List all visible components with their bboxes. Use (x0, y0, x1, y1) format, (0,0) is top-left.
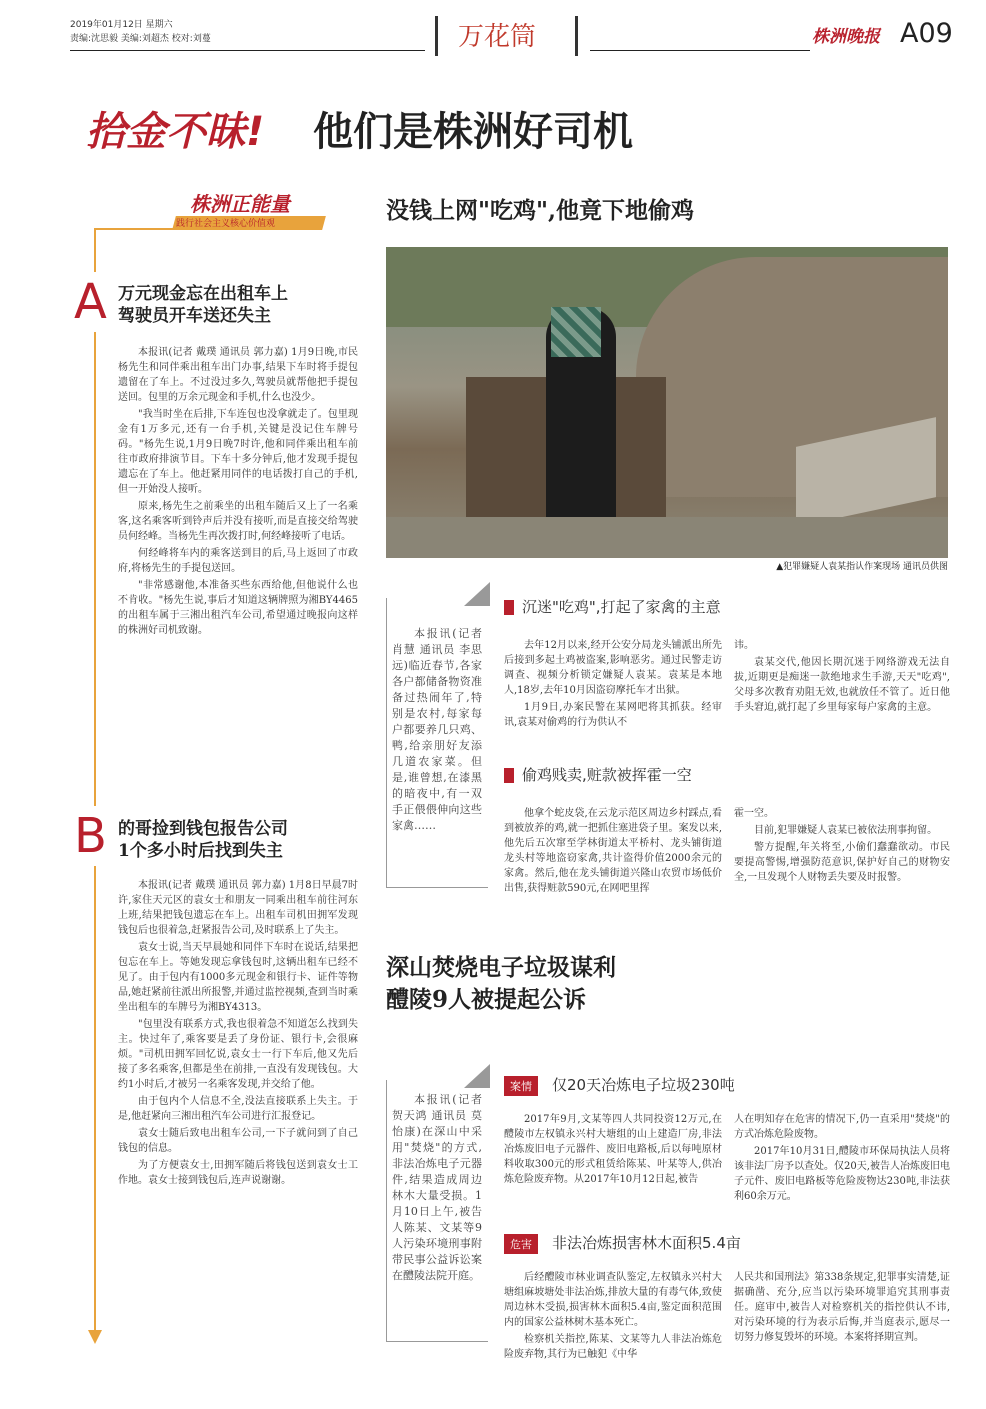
section-title: 万花筒 (458, 22, 537, 52)
paragraph: 袁女士说,当天早晨她和同伴下车时在说话,结果把包忘在车上。等她发现忘拿钱包时,这辆出租车已经不见了。由于包内有1000多元现金和银行卡、证件等物品,她赶紧前往派出所报警,并通过监控视频,查到当时乘坐出租车的车牌号为湘BY4313。 (118, 942, 358, 1013)
paragraph: "我当时坐在后排,下车连包也没拿就走了。包里现金有1万多元,还有一台手机,关键是没记住车牌号码。"杨先生说,1月9日晚7时许,他和同伴乘出租车前往市政府排演节目。下车十多分钟后,他才发现手提包遗忘在了车上。他赶紧用同伴的电话拨打自己的手机,但一开始没人接听。 (118, 409, 358, 495)
red-marker (504, 600, 514, 615)
story-b-body (118, 878, 358, 1190)
story-c-sub1-col1 (504, 638, 722, 732)
paragraph: 他拿个蛇皮袋,在云龙示范区周边乡村踩点,看到被放养的鸡,就一把抓住塞进袋子里。案发以来,他先后五次窜至学林街道太平桥村、龙头铺街道龙头村等地盗窃家禽,共计盗得价值2000余元的家禽。然后,他在龙头铺街道兴隆山农贸市场低价出售,获得赃款590元,在网吧里挥 (504, 808, 722, 894)
story-d-sub1-col2 (734, 1112, 950, 1206)
story-c-sub1-col2 (734, 638, 950, 717)
paragraph: 2017年9月,文某等四人共同投资12万元,在醴陵市左权镇永兴村大塘组的山上建造厂房,非法冶炼废旧电子元器件、废旧电路板,后以每吨原材料收取300元的形式租赁给陈某、叶某等人,供冶炼危险废弃物。从2017年10月12日起,被告 (504, 1114, 722, 1185)
paragraph: 原来,杨先生之前乘坐的出租车随后又上了一名乘客,这名乘客听到铃声后并没有接听,而是直接交给驾驶员何经峰。当杨先生再次拨打时,何经峰接听了电话。 (118, 501, 358, 542)
story-d-title (386, 952, 616, 1016)
story-d-subhead-1 (504, 1074, 735, 1096)
page-number: A09 (900, 18, 953, 49)
header-bar-left (435, 16, 438, 56)
photo-mosaic (551, 307, 601, 357)
red-marker (504, 768, 514, 783)
photo-ground (386, 517, 948, 558)
paragraph: 人民共和国刑法》第338条规定,犯罪事实清楚,证据确凿、充分,应当以污染环境罪追究其刑事责任。庭审中,被告人对检察机关的指控供认不讳,对污染环境的行为表示后悔,并当庭表示,愿尽一切努力修复毁坏的环境。本案将择期宣判。 (734, 1272, 950, 1343)
paragraph: 本报讯(记者 戴璞 通讯员 郭力嘉) 1月9日晚,市民杨先生和同伴乘出租车出门办事,结果下车时将手提包遗留在了车上。不过没过多久,驾驶员就帮他把手提包送回。包里的万余元现金和手机,什么也没少。 (118, 347, 358, 403)
story-b-title-line1: 的哥捡到钱包报告公司 (118, 819, 288, 839)
paragraph: 后经醴陵市林业调查队鉴定,左权镇永兴村大塘组麻坡塘处非法冶炼,排放大量的有毒气体,致使周边林木受损,损害林木面积5.4亩,鉴定面积范围内的国家公益林树木基本死亡。 (504, 1272, 722, 1328)
positive-energy-badge (172, 188, 332, 243)
newspaper-logo: 株洲晚报 (812, 27, 880, 47)
paragraph: 由于包内个人信息不全,没法直接联系上失主。于是,他赶紧向三湘出租汽车公司进行汇报登记。 (118, 1096, 358, 1122)
subhead-text: 偷鸡贱卖,赃款被挥霍一空 (522, 766, 692, 784)
header-rule-left (70, 50, 425, 51)
subhead-text: 非法冶炼损害林木面积5.4亩 (552, 1234, 741, 1252)
paragraph: 霍一空。 (734, 808, 774, 819)
story-a-letter: A (74, 274, 107, 330)
timeline-line (94, 228, 96, 1338)
story-d-sub1-col1 (504, 1112, 722, 1189)
arrow-down-icon (88, 1330, 102, 1344)
story-c-subhead-2 (504, 764, 692, 785)
timeline-top-arm (94, 228, 174, 230)
story-d-title-line1: 深山焚烧电子垃圾谋利 (386, 954, 616, 981)
story-d-title-line2: 醴陵9人被提起公诉 (386, 986, 587, 1013)
subhead-text: 仅20天冶炼电子垃圾230吨 (552, 1076, 735, 1094)
story-b-title (118, 818, 288, 862)
paragraph: 为了方便袁女士,田拥军随后将钱包送到袁女士工作地。袁女士接到钱包后,连声说谢谢。 (118, 1160, 358, 1186)
sidebar-fold-c (464, 582, 490, 606)
paragraph: 2017年10月31日,醴陵市环保局执法人员将该非法厂房予以查处。仅20天,被告人冶炼废旧电子元件、废旧电路板等危险废物达230吨,非法获利60余万元。 (734, 1146, 950, 1202)
headline-red: 拾金不昧! (86, 109, 265, 155)
paragraph: "非常感谢他,本准备买些东西给他,但他说什么也不肯收。"杨先生说,事后才知道这辆牌照为湘BY4465的出租车属于三湘出租汽车公司,希望通过晚报向这样的株洲好司机致谢。 (118, 580, 358, 636)
sidebar-fold-d (464, 1064, 490, 1088)
crime-scene-photo (386, 247, 948, 558)
case-tag: 案情 (504, 1076, 538, 1096)
paragraph: 本报讯(记者 戴璞 通讯员 郭力嘉) 1月8日早晨7时许,家住天元区的袁女士和朋友一同乘出租车前往河东上班,结果把钱包遗忘在车上。出租车司机田拥军发现钱包后也很着急,赶紧报告公司,及时联系上了失主。 (118, 880, 358, 936)
story-c-sub2-col1 (504, 806, 722, 898)
header-date: 2019年01月12日 星期六 (70, 20, 173, 30)
story-d-subhead-2 (504, 1232, 741, 1254)
headline-black: 他们是株洲好司机 (313, 109, 633, 155)
paragraph: 人在明知存在危害的情况下,仍一直采用"焚烧"的方式冶炼危险废物。 (734, 1114, 950, 1140)
story-a-body (118, 345, 358, 640)
story-d-sidebar: 本报讯(记者 贺天鸿 通讯员 莫怡康)在深山中采用"焚烧"的方式,非法冶炼电子元器件,结果造成周边林木大量受损。1月10日上午,被告人陈某、文某等9人污染环境刑事附带民事公益诉讼案在醴陵法院开庭。 (392, 1093, 482, 1282)
story-c-sub2-col2 (734, 806, 950, 887)
badge-title: 株洲正能量 (190, 192, 290, 216)
subhead-text: 沉迷"吃鸡",打起了家禽的主意 (522, 598, 721, 616)
story-a-title (118, 283, 288, 327)
story-b-letter: B (74, 808, 107, 864)
story-d-sub2-col2 (734, 1270, 950, 1347)
badge-subtitle: 践行社会主义核心价值观 (176, 219, 276, 229)
paragraph: 1月9日,办案民警在某网吧将其抓获。经审讯,袁某对偷鸡的行为供认不 (504, 702, 722, 728)
paragraph: 何经峰将车内的乘客送到目的后,马上返回了市政府,将杨先生的手提包送回。 (118, 548, 358, 574)
paragraph: 去年12月以来,经开公安分局龙头铺派出所先后接到多起土鸡被盗案,影响恶劣。通过民警走访调查、视频分析锁定嫌疑人袁某。袁某是本地人,18岁,去年10月因盗窃摩托车才出狱。 (504, 640, 722, 696)
story-c-sidebar: 本报讯(记者 肖慧 通讯员 李思远)临近春节,各家各户都储备物资准备过热闹年了,特别是农村,每家每户都要养几只鸡、鸭,给亲朋好友添几道农家菜。但是,谁曾想,在漆黑的暗夜中,有一双手正偎偎伸向这些家禽…… (392, 627, 482, 832)
story-a-title-line2: 驾驶员开车送还失主 (118, 306, 271, 326)
paragraph: 检察机关指控,陈某、文某等九人非法冶炼危险废弃物,其行为已触犯《中华 (504, 1334, 722, 1360)
story-c-subhead-1 (504, 596, 721, 617)
paragraph: 袁女士随后致电出租车公司,一下子就问到了自己钱包的信息。 (118, 1128, 358, 1154)
photo-caption: ▲犯罪嫌疑人袁某指认作案现场 通讯员供图 (776, 562, 948, 572)
story-a-title-line1: 万元现金忘在出租车上 (118, 284, 288, 304)
paragraph: "包里没有联系方式,我也很着急不知道怎么找到失主。快过年了,乘客要是丢了身份证、银行卡,会很麻烦。"司机田拥军回忆说,袁女士一行下车后,他又先后接了多名乘客,但都是坐在前排,一直没有发现钱包。大约1小时后,才被另一名乘客发现,并交给了他。 (118, 1019, 358, 1090)
story-b-title-line2: 1个多小时后找到失主 (118, 841, 283, 861)
story-c-title: 没钱上网"吃鸡",他竟下地偷鸡 (386, 197, 694, 224)
paragraph: 目前,犯罪嫌疑人袁某已被依法刑事拘留。 (754, 825, 938, 836)
paragraph: 袁某交代,他因长期沉迷于网络游戏无法自拔,近期更是痴迷一款绝地求生手游,天天"吃鸡",父母多次教育劝阻无效,也就放任不管了。近日他手头窘迫,就打起了乡里每家每户家禽的主意。 (734, 657, 950, 713)
paragraph: 警方提醒,年关将至,小偷们蠢蠢欲动。市民要提高警惕,增强防范意识,保护好自己的财物安全,一旦发现个人财物丢失要及时报警。 (734, 842, 950, 883)
header-editors: 责编:沈思毅 美编:刘超杰 校对:刘蔓 (70, 34, 211, 44)
story-d-sub2-col1 (504, 1270, 722, 1364)
header-bar-right (575, 16, 578, 56)
header-rule-right (590, 50, 810, 51)
paragraph: 讳。 (734, 640, 754, 651)
harm-tag: 危害 (504, 1234, 538, 1254)
